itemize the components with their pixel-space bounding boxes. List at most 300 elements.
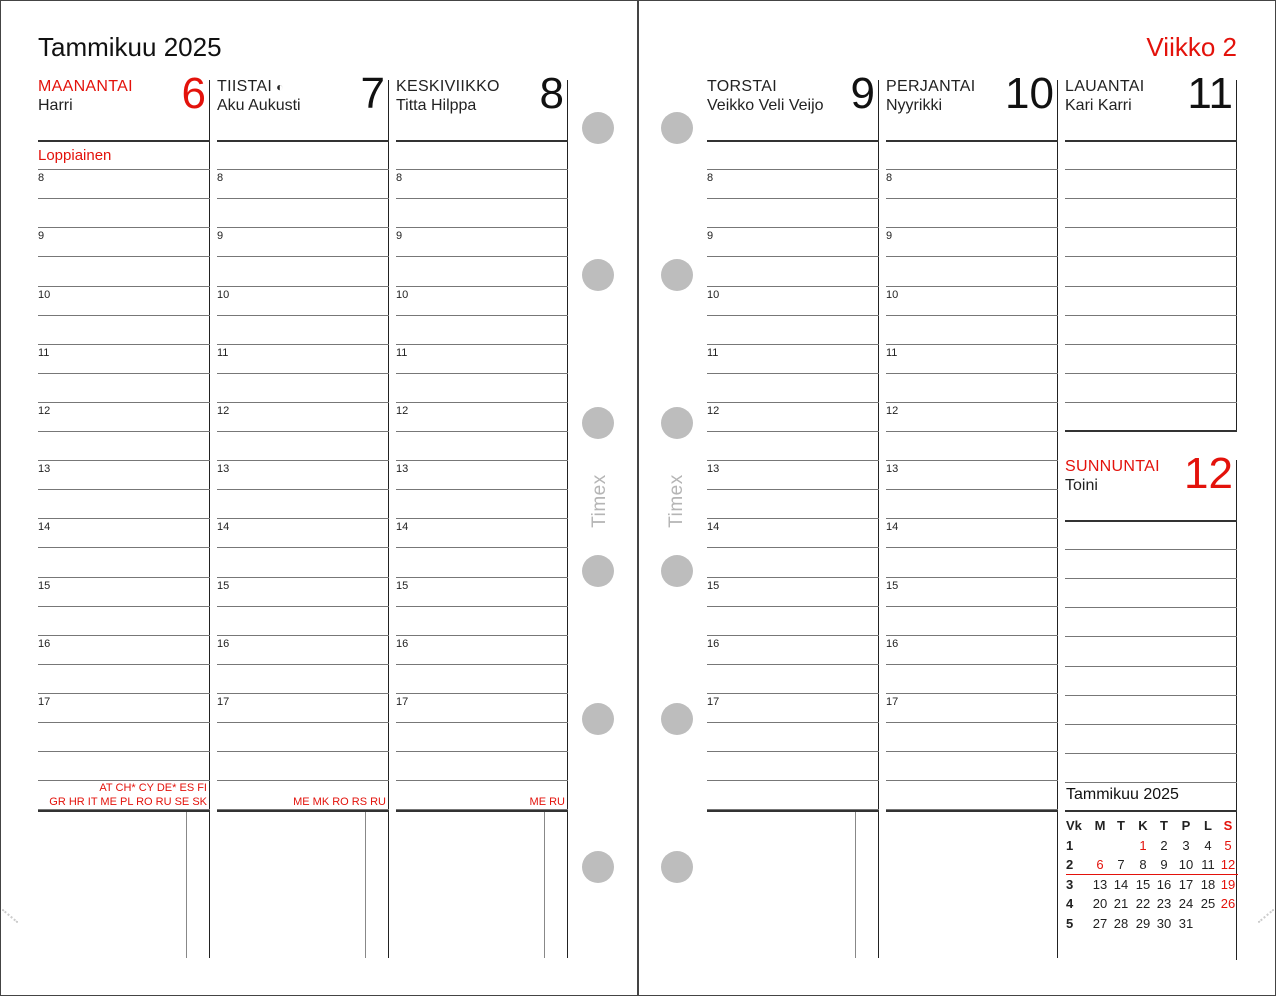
writing-line[interactable] xyxy=(886,664,1058,665)
brand-logo-left: Timex xyxy=(589,474,610,528)
writing-line[interactable] xyxy=(396,547,568,548)
writing-line[interactable] xyxy=(38,489,210,490)
mini-date[interactable]: 3 xyxy=(1182,837,1190,853)
hour-label: 14 xyxy=(396,521,409,533)
writing-line[interactable] xyxy=(38,315,210,316)
brand-logo-right: Timex xyxy=(666,474,687,528)
writing-line[interactable] xyxy=(707,460,879,461)
name-day-names: Toini xyxy=(1065,477,1098,494)
writing-line[interactable] xyxy=(886,227,1058,228)
hour-label: 11 xyxy=(217,347,229,359)
weekday-name: SUNNUNTAI xyxy=(1065,458,1160,475)
column-divider xyxy=(1057,80,1058,958)
name-day-names: Nyyrikki xyxy=(886,97,942,114)
mini-date[interactable]: 1 xyxy=(1139,837,1147,853)
mini-date[interactable]: 19 xyxy=(1220,876,1236,892)
writing-line[interactable] xyxy=(217,664,389,665)
column-divider xyxy=(388,80,389,958)
writing-line[interactable] xyxy=(396,518,568,519)
writing-line[interactable] xyxy=(886,169,1058,170)
binder-hole xyxy=(661,851,693,883)
week-number: 4 xyxy=(1066,896,1074,911)
binder-hole xyxy=(582,112,614,144)
writing-line[interactable] xyxy=(217,431,389,432)
writing-line[interactable] xyxy=(38,169,210,170)
hour-label: 17 xyxy=(38,696,51,708)
hour-label: 11 xyxy=(38,347,50,359)
writing-line[interactable] xyxy=(38,664,210,665)
writing-line[interactable] xyxy=(396,606,568,607)
hour-label: 8 xyxy=(38,172,45,184)
mini-date[interactable]: 7 xyxy=(1117,857,1125,872)
writing-line[interactable] xyxy=(886,547,1058,548)
hour-label: 9 xyxy=(886,230,893,242)
writing-line[interactable] xyxy=(217,780,389,781)
week-number: 1 xyxy=(1066,837,1074,853)
mini-date[interactable]: 6 xyxy=(1096,857,1104,872)
day-header xyxy=(886,69,1058,136)
notes-column-separator xyxy=(365,812,366,958)
writing-line[interactable] xyxy=(1065,782,1237,783)
day-header xyxy=(1065,69,1237,136)
writing-line[interactable] xyxy=(38,751,210,752)
mini-date[interactable]: 11 xyxy=(1201,857,1215,872)
hour-label: 8 xyxy=(217,172,224,184)
writing-line[interactable] xyxy=(396,373,568,374)
writing-line[interactable] xyxy=(396,635,568,636)
name-day-names: Kari Karri xyxy=(1065,97,1132,114)
writing-line[interactable] xyxy=(886,489,1058,490)
writing-line[interactable] xyxy=(38,547,210,548)
writing-line[interactable] xyxy=(38,286,210,287)
writing-line[interactable] xyxy=(886,286,1058,287)
writing-line[interactable] xyxy=(396,315,568,316)
hour-label: 11 xyxy=(396,347,408,359)
day-header xyxy=(396,69,568,136)
hour-label: 12 xyxy=(217,405,230,417)
moon-phase-icon: ◐ xyxy=(276,80,284,94)
hour-label: 17 xyxy=(886,696,899,708)
writing-line[interactable] xyxy=(886,198,1058,199)
writing-line[interactable] xyxy=(38,198,210,199)
writing-line[interactable] xyxy=(217,373,389,374)
weekday-abbr: T xyxy=(1160,818,1168,833)
notes-divider-line xyxy=(38,810,210,812)
writing-line[interactable] xyxy=(886,577,1058,578)
day-number: 9 xyxy=(850,69,875,118)
hour-label: 9 xyxy=(38,230,45,242)
writing-line[interactable] xyxy=(396,780,568,781)
writing-line[interactable] xyxy=(707,227,879,228)
writing-line[interactable] xyxy=(38,460,210,461)
writing-line[interactable] xyxy=(217,577,389,578)
writing-line[interactable] xyxy=(886,635,1058,636)
writing-line[interactable] xyxy=(396,227,568,228)
writing-line[interactable] xyxy=(707,256,879,257)
binder-hole xyxy=(661,407,693,439)
hour-label: 10 xyxy=(396,289,409,301)
mini-date[interactable]: 30 xyxy=(1156,915,1172,931)
mini-date[interactable]: 15 xyxy=(1135,876,1151,892)
hour-label: 16 xyxy=(396,638,409,650)
writing-line[interactable] xyxy=(217,751,389,752)
saturday-end-line xyxy=(1065,430,1237,432)
mini-date[interactable]: 16 xyxy=(1156,876,1172,892)
week-number: 5 xyxy=(1066,915,1074,931)
notes-divider-line xyxy=(217,810,389,812)
weekday-name: KESKIVIIKKO xyxy=(396,78,500,95)
hour-label: 16 xyxy=(217,638,230,650)
writing-line[interactable] xyxy=(886,460,1058,461)
mini-date[interactable]: 9 xyxy=(1160,857,1168,872)
hour-label: 8 xyxy=(886,172,893,184)
binder-hole xyxy=(661,703,693,735)
mini-date[interactable]: 14 xyxy=(1113,876,1129,892)
writing-line[interactable] xyxy=(707,547,879,548)
holiday-countries: GR HR IT ME PL RO RU SE SK xyxy=(49,796,207,808)
hour-label: 15 xyxy=(886,580,899,592)
writing-line[interactable] xyxy=(886,693,1058,694)
mini-date[interactable]: 20 xyxy=(1092,896,1108,911)
writing-line[interactable] xyxy=(886,780,1058,781)
hour-label: 15 xyxy=(396,580,409,592)
writing-line[interactable] xyxy=(396,169,568,170)
mini-calendar-title: Tammikuu 2025 xyxy=(1066,786,1179,803)
mini-date[interactable]: 24 xyxy=(1178,896,1194,911)
writing-line[interactable] xyxy=(38,431,210,432)
column-divider xyxy=(567,80,568,958)
hour-label: 11 xyxy=(886,347,898,359)
mini-date[interactable]: 2 xyxy=(1160,837,1168,853)
writing-line[interactable] xyxy=(396,431,568,432)
mini-date[interactable]: 17 xyxy=(1178,876,1194,892)
mini-date[interactable]: 18 xyxy=(1200,876,1216,892)
writing-line[interactable] xyxy=(707,286,879,287)
writing-line[interactable] xyxy=(217,140,389,142)
writing-line[interactable] xyxy=(1065,198,1237,199)
writing-line[interactable] xyxy=(38,344,210,345)
hour-label: 17 xyxy=(396,696,409,708)
writing-line[interactable] xyxy=(1065,695,1237,696)
hour-label: 14 xyxy=(38,521,51,533)
writing-line[interactable] xyxy=(707,722,879,723)
writing-line[interactable] xyxy=(38,373,210,374)
writing-line[interactable] xyxy=(707,751,879,752)
writing-line[interactable] xyxy=(217,198,389,199)
day-number: 10 xyxy=(1005,69,1054,118)
hour-label: 16 xyxy=(707,638,720,650)
hour-label: 11 xyxy=(707,347,719,359)
weekday-abbr: M xyxy=(1094,818,1106,833)
writing-line[interactable] xyxy=(217,227,389,228)
mini-calendar-week xyxy=(1066,855,1238,875)
weekday-name: TIISTAI xyxy=(217,78,273,95)
week-title: Viikko 2 xyxy=(1146,32,1237,62)
sunday-end-line xyxy=(1065,810,1237,812)
writing-line[interactable] xyxy=(886,315,1058,316)
hour-label: 17 xyxy=(707,696,720,708)
writing-line[interactable] xyxy=(1065,520,1237,522)
writing-line[interactable] xyxy=(707,169,879,170)
weekday-name: PERJANTAI xyxy=(886,78,976,95)
day-header xyxy=(38,69,210,136)
notes-column-separator xyxy=(855,812,856,958)
writing-line[interactable] xyxy=(217,693,389,694)
binder-hole xyxy=(582,555,614,587)
writing-line[interactable] xyxy=(886,518,1058,519)
mini-calendar-week xyxy=(1066,914,1238,934)
writing-line[interactable] xyxy=(217,169,389,170)
mini-date[interactable]: 21 xyxy=(1113,896,1129,911)
writing-line[interactable] xyxy=(396,256,568,257)
day-header xyxy=(217,69,389,136)
notes-divider-line xyxy=(886,810,1058,812)
writing-line[interactable] xyxy=(217,722,389,723)
writing-line[interactable] xyxy=(707,518,879,519)
writing-line[interactable] xyxy=(707,402,879,403)
weekday-name: TORSTAI xyxy=(707,78,777,95)
mini-date[interactable]: 25 xyxy=(1200,896,1216,911)
hour-label: 10 xyxy=(38,289,51,301)
week-number: 2 xyxy=(1066,857,1074,872)
writing-line[interactable] xyxy=(396,286,568,287)
writing-line[interactable] xyxy=(1065,753,1237,754)
hour-label: 15 xyxy=(217,580,230,592)
writing-line[interactable] xyxy=(38,635,210,636)
name-day-names: Harri xyxy=(38,97,73,114)
mini-date[interactable]: 12 xyxy=(1220,857,1236,872)
day-number: 8 xyxy=(539,69,564,118)
writing-line[interactable] xyxy=(707,489,879,490)
writing-line[interactable] xyxy=(38,693,210,694)
writing-line[interactable] xyxy=(38,402,210,403)
writing-line[interactable] xyxy=(1065,373,1237,374)
notes-divider-line xyxy=(707,810,879,812)
writing-line[interactable] xyxy=(217,315,389,316)
mini-date[interactable]: 29 xyxy=(1135,915,1151,931)
writing-line[interactable] xyxy=(1065,344,1237,345)
hour-label: 13 xyxy=(886,463,899,475)
mini-date[interactable]: 5 xyxy=(1224,837,1232,853)
writing-line[interactable] xyxy=(217,344,389,345)
writing-line[interactable] xyxy=(1065,724,1237,725)
writing-line[interactable] xyxy=(217,460,389,461)
writing-line[interactable] xyxy=(707,577,879,578)
binder-hole xyxy=(582,703,614,735)
day-number: 6 xyxy=(181,69,206,118)
mini-calendar-week xyxy=(1066,836,1238,856)
weekday-abbr: L xyxy=(1204,818,1212,833)
mini-date[interactable]: 13 xyxy=(1092,876,1108,892)
weekday-abbr: P xyxy=(1181,818,1191,833)
hour-label: 13 xyxy=(217,463,230,475)
hour-label: 9 xyxy=(217,230,224,242)
hour-label: 10 xyxy=(707,289,720,301)
month-title: Tammikuu 2025 xyxy=(38,32,222,62)
hour-label: 16 xyxy=(38,638,51,650)
writing-line[interactable] xyxy=(217,286,389,287)
hour-label: 9 xyxy=(396,230,403,242)
writing-line[interactable] xyxy=(217,402,389,403)
mini-calendar-week xyxy=(1066,875,1238,895)
hour-label: 10 xyxy=(217,289,230,301)
notes-divider-line xyxy=(396,810,568,812)
writing-line[interactable] xyxy=(396,460,568,461)
writing-line[interactable] xyxy=(396,402,568,403)
writing-line[interactable] xyxy=(1065,578,1237,579)
weekday-wrap xyxy=(217,78,284,96)
weekday-abbr: T xyxy=(1117,818,1125,833)
writing-line[interactable] xyxy=(707,315,879,316)
binder-hole xyxy=(582,259,614,291)
hour-label: 12 xyxy=(886,405,899,417)
mini-date[interactable]: 28 xyxy=(1113,915,1129,931)
weekday-name: MAANANTAI xyxy=(38,78,133,95)
weekday-abbr: S xyxy=(1223,818,1233,833)
binder-hole xyxy=(661,259,693,291)
hour-label: 12 xyxy=(707,405,720,417)
writing-line[interactable] xyxy=(38,780,210,781)
writing-line[interactable] xyxy=(886,373,1058,374)
hour-label: 13 xyxy=(38,463,51,475)
writing-line[interactable] xyxy=(886,606,1058,607)
writing-line[interactable] xyxy=(217,489,389,490)
writing-line[interactable] xyxy=(886,344,1058,345)
writing-line[interactable] xyxy=(886,256,1058,257)
writing-line[interactable] xyxy=(1065,256,1237,257)
writing-line[interactable] xyxy=(1065,402,1237,403)
binder-hole xyxy=(661,555,693,587)
hour-label: 16 xyxy=(886,638,899,650)
writing-line[interactable] xyxy=(1065,315,1237,316)
writing-line[interactable] xyxy=(38,722,210,723)
writing-line[interactable] xyxy=(886,751,1058,752)
writing-line[interactable] xyxy=(217,606,389,607)
writing-line[interactable] xyxy=(38,518,210,519)
writing-line[interactable] xyxy=(886,140,1058,142)
writing-line[interactable] xyxy=(707,198,879,199)
writing-line[interactable] xyxy=(1065,227,1237,228)
day-header xyxy=(707,69,879,136)
hour-label: 14 xyxy=(707,521,720,533)
day-header xyxy=(1065,449,1237,516)
writing-line[interactable] xyxy=(707,140,879,142)
hour-label: 8 xyxy=(396,172,403,184)
holiday-countries: ME MK RO RS RU xyxy=(293,796,386,808)
hour-label: 17 xyxy=(217,696,230,708)
name-day-names: Aku Aukusti xyxy=(217,97,301,114)
mini-date[interactable]: 26 xyxy=(1220,896,1236,911)
writing-line[interactable] xyxy=(707,431,879,432)
writing-line[interactable] xyxy=(1065,666,1237,667)
mini-date[interactable]: 23 xyxy=(1156,896,1172,911)
writing-line[interactable] xyxy=(217,547,389,548)
writing-line[interactable] xyxy=(707,664,879,665)
writing-line[interactable] xyxy=(38,577,210,578)
binder-hole xyxy=(582,851,614,883)
writing-line[interactable] xyxy=(396,722,568,723)
writing-line[interactable] xyxy=(707,635,879,636)
writing-line[interactable] xyxy=(1065,607,1237,608)
writing-line[interactable] xyxy=(396,577,568,578)
writing-line[interactable] xyxy=(217,635,389,636)
writing-line[interactable] xyxy=(396,751,568,752)
writing-line[interactable] xyxy=(707,606,879,607)
writing-line[interactable] xyxy=(396,664,568,665)
writing-line[interactable] xyxy=(1065,140,1237,142)
writing-line[interactable] xyxy=(707,693,879,694)
writing-line[interactable] xyxy=(707,344,879,345)
writing-line[interactable] xyxy=(217,518,389,519)
hour-label: 13 xyxy=(396,463,409,475)
writing-line[interactable] xyxy=(38,256,210,257)
notes-column-separator xyxy=(186,812,187,958)
writing-line[interactable] xyxy=(396,693,568,694)
column-divider xyxy=(878,80,879,958)
writing-line[interactable] xyxy=(396,140,568,142)
hour-label: 10 xyxy=(886,289,899,301)
holiday-countries: ME RU xyxy=(529,796,565,808)
writing-line[interactable] xyxy=(217,256,389,257)
mini-date[interactable]: 10 xyxy=(1178,857,1194,872)
day-number: 7 xyxy=(360,69,385,118)
writing-line[interactable] xyxy=(1065,286,1237,287)
name-day-names: Titta Hilppa xyxy=(396,97,477,114)
writing-line[interactable] xyxy=(1065,169,1237,170)
mini-date[interactable]: 8 xyxy=(1139,857,1147,872)
holiday-countries: AT CH* CY DE* ES FI xyxy=(99,782,207,794)
hour-label: 12 xyxy=(396,405,409,417)
writing-line[interactable] xyxy=(1065,636,1237,637)
hour-label: 9 xyxy=(707,230,714,242)
writing-line[interactable] xyxy=(886,431,1058,432)
writing-line[interactable] xyxy=(707,780,879,781)
weekday-abbr: Vk xyxy=(1066,818,1082,833)
mini-calendar-week xyxy=(1066,894,1238,914)
writing-line[interactable] xyxy=(886,402,1058,403)
writing-line[interactable] xyxy=(38,606,210,607)
hour-label: 14 xyxy=(886,521,899,533)
mini-date[interactable]: 4 xyxy=(1204,837,1212,853)
writing-line[interactable] xyxy=(396,344,568,345)
holiday-label: Loppiainen xyxy=(38,147,112,164)
hour-label: 8 xyxy=(707,172,714,184)
day-number: 11 xyxy=(1187,69,1233,118)
mini-date[interactable]: 22 xyxy=(1135,896,1151,911)
hour-label: 15 xyxy=(38,580,51,592)
column-divider xyxy=(209,80,210,958)
writing-line[interactable] xyxy=(38,227,210,228)
writing-line[interactable] xyxy=(707,373,879,374)
binder-hole xyxy=(582,407,614,439)
day-number: 12 xyxy=(1184,449,1233,498)
binder-hole xyxy=(661,112,693,144)
writing-line[interactable] xyxy=(38,140,210,142)
mini-date[interactable]: 31 xyxy=(1178,915,1194,931)
weekday-abbr: K xyxy=(1138,818,1148,833)
week-number: 3 xyxy=(1066,876,1074,892)
writing-line[interactable] xyxy=(396,489,568,490)
writing-line[interactable] xyxy=(396,198,568,199)
hour-label: 14 xyxy=(217,521,230,533)
notes-column-separator xyxy=(544,812,545,958)
mini-calendar xyxy=(1066,816,1238,933)
writing-line[interactable] xyxy=(1065,549,1237,550)
writing-line[interactable] xyxy=(886,722,1058,723)
weekday-name: LAUANTAI xyxy=(1065,78,1145,95)
hour-label: 15 xyxy=(707,580,720,592)
mini-date[interactable]: 27 xyxy=(1092,915,1108,931)
